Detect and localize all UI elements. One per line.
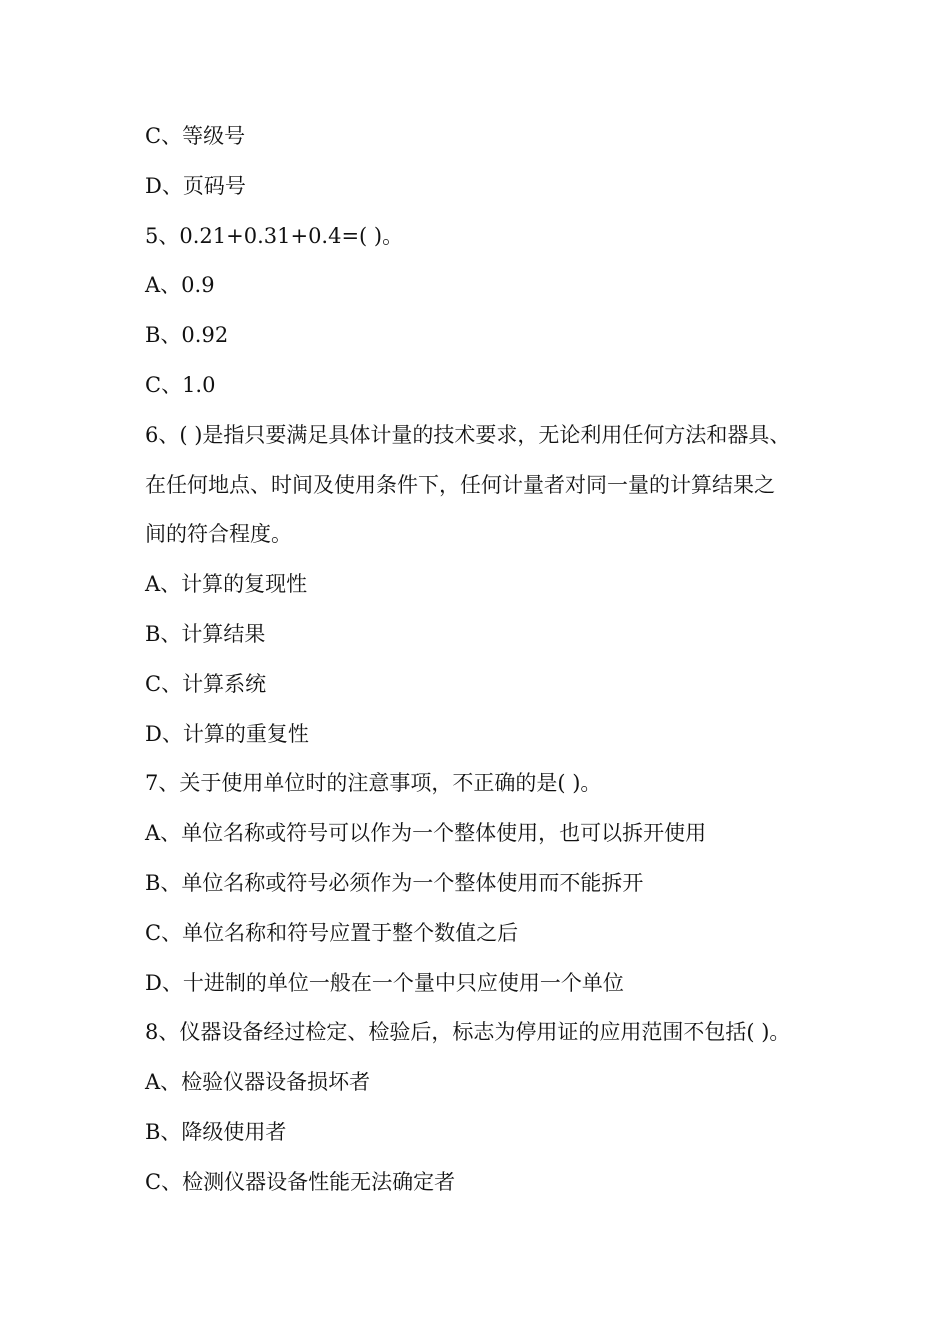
option-d-q6: D、计算的重复性 [145, 721, 309, 746]
document-body [145, 112, 825, 1208]
option-c-q7: C、单位名称和符号应置于整个数值之后 [145, 920, 519, 945]
option-a-q8: A、检验仪器设备损坏者 [145, 1070, 371, 1095]
question-7: 7、关于使用单位时的注意事项，不正确的是( )。 [145, 771, 602, 796]
question-6-line-1: 6、( )是指只要满足具体计量的技术要求，无论利用任何方法和器具、 [145, 422, 791, 447]
option-b-q5: B、0.92 [145, 323, 229, 348]
option-c-q4: C、等级号 [145, 124, 246, 148]
option-d-q4: D、页码号 [145, 173, 246, 198]
option-c-q8: C、检测仪器设备性能无法确定者 [145, 1169, 456, 1194]
option-b-q6: B、计算结果 [145, 621, 266, 646]
question-5: 5、0.21+0.31+0.4=( )。 [145, 223, 404, 248]
option-a-q6: A、计算的复现性 [145, 572, 308, 597]
option-a-q7: A、单位名称或符号可以作为一个整体使用，也可以拆开使用 [145, 821, 707, 846]
question-8: 8、仪器设备经过检定、检验后，标志为停用证的应用范围不包括( )。 [145, 1020, 791, 1045]
option-d-q7: D、十进制的单位一般在一个量中只应使用一个单位 [145, 970, 624, 995]
option-b-q8: B、降级使用者 [145, 1119, 287, 1144]
question-6-line-2: 在任何地点、时间及使用条件下，任何计量者对同一量的计算结果之 [145, 472, 775, 497]
question-6-line-3: 间的符合程度。 [145, 522, 292, 547]
option-b-q7: B、单位名称或符号必须作为一个整体使用而不能拆开 [145, 870, 644, 895]
option-c-q6: C、计算系统 [145, 671, 267, 696]
option-a-q5: A、0.9 [145, 273, 215, 298]
option-c-q5: C、1.0 [145, 372, 216, 397]
